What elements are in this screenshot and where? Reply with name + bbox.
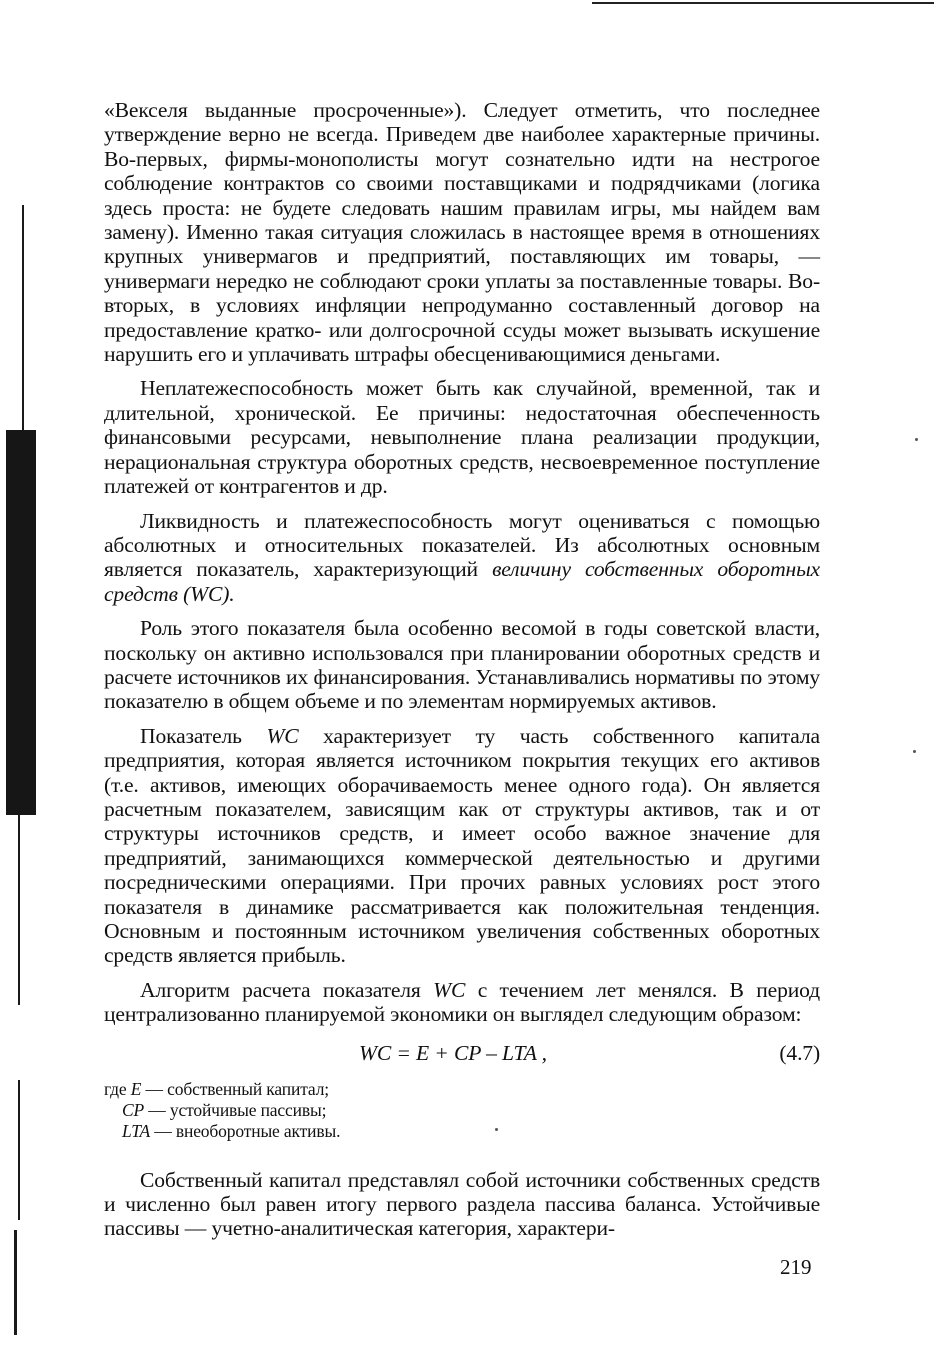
definitions (104, 1079, 820, 1142)
formula (104, 1041, 820, 1067)
paragraph-5-text: характеризует ту часть собственного капитала предприятия, которая является источником покрытия текущих его активов (т.е. активов, имеющих оборачиваемость менее одного года). Он является расчетным показателем, зависящим как от структуры активов, так и от структуры источников средств, и имеет особо важное значение для предприятий, занимающихся коммерческой деятельностью и другими посредническими операциями. При прочих равных условиях рост этого показателя в динамике рассматривается как положительная тенденция. Основным и постоянным источником увеличения собственных оборотных средств является прибыль. (104, 723, 820, 968)
scan-margin-line (14, 1230, 17, 1335)
paragraph-6-term: WC (433, 977, 466, 1002)
scan-margin-bar (6, 430, 36, 815)
paragraph-3-text: Ликвидность и платежеспособность могут оцениваться с помощью абсолютных и относительных показателей. Из абсолютных основным является показатель, характеризующий (104, 508, 820, 582)
paragraph-6 (104, 978, 820, 1027)
definition-row (104, 1079, 820, 1100)
paragraph-5 (104, 724, 820, 968)
definition-row (104, 1100, 820, 1121)
paragraph-3 (104, 509, 820, 607)
definitions-lead: где (104, 1078, 127, 1099)
paragraph-6-lead: Алгоритм расчета показателя (140, 977, 434, 1002)
paragraph-4: Роль этого показателя была особенно весомой в годы советской власти, поскольку он активно использовался при планировании оборотных средств и расчете источников их финансирования. Устанавливались нормативы по этому показателю в общем объеме и по элементам нормируемых активов. (104, 616, 820, 714)
paragraph-3-term: величину собственных оборотных средств (WC). (104, 557, 820, 606)
formula-expression: WC = E + CP – LTA , (359, 1040, 547, 1065)
paragraph-6-text: с течением лет менялся. В период централизованно планируемой экономики он выглядел следующим образом: (104, 977, 820, 1027)
formula-number: (4.7) (779, 1040, 820, 1065)
paragraph-2: Неплатежеспособность может быть как случайной, временной, так и длительной, хронической. Ее причины: недостаточная обеспеченность финансовыми ресурсами, невыполнение плана реализации продукции, нерациональная структура оборотных средств, несвоевременное поступление платежей от контрагентов и др. (104, 376, 820, 499)
paragraph-7: Собственный капитал представлял собой источники собственных средств и численно был равен итогу первого раздела пассива баланса. Устойчивые пассивы — учетно-аналитическая категория, характери- (104, 1167, 820, 1241)
top-rule (592, 2, 934, 4)
definition-text: — собственный капитал; (141, 1078, 329, 1099)
scan-speck (915, 438, 918, 441)
definition-symbol: LTA (122, 1120, 151, 1141)
definition-symbol: CP (122, 1099, 145, 1120)
scan-speck (913, 750, 916, 753)
paragraph-5-lead: Показатель (140, 723, 267, 748)
definition-symbol: E (130, 1078, 142, 1099)
definition-row (104, 1121, 820, 1142)
scan-margin-line (18, 1080, 20, 1220)
page-body (104, 98, 820, 1251)
page-number: 219 (780, 1255, 812, 1279)
paragraph-5-term: WC (266, 723, 299, 748)
paragraph-1: «Векселя выданные просроченные»). Следует отметить, что последнее утверждение верно не всегда. Приведем две наиболее характерные причины. Во-первых, фирмы-монополисты могут сознательно идти на нестрогое соблюдение контрактов со своими поставщиками и подрядчиками (логика здесь проста: не будете следовать нашим правилам игры, мы найдем вам замену). Именно такая ситуация сложилась в настоящее время в отношениях крупных универмагов и предприятий, поставляющих им товары, — универмаги нередко не соблюдают сроки уплаты за поставленные товары. Во-вторых, в условиях инфляции непродуманно составленный договор на предоставление кратко- или долгосрочной ссуды может вызывать искушение нарушить его и уплачивать штрафы обесценивающимися деньгами. (104, 98, 820, 367)
definition-text: — устойчивые пассивы; (144, 1099, 327, 1120)
definition-text: — внеоборотные активы. (150, 1120, 341, 1141)
scan-margin-line (18, 815, 20, 1005)
scan-margin-line (22, 290, 24, 430)
